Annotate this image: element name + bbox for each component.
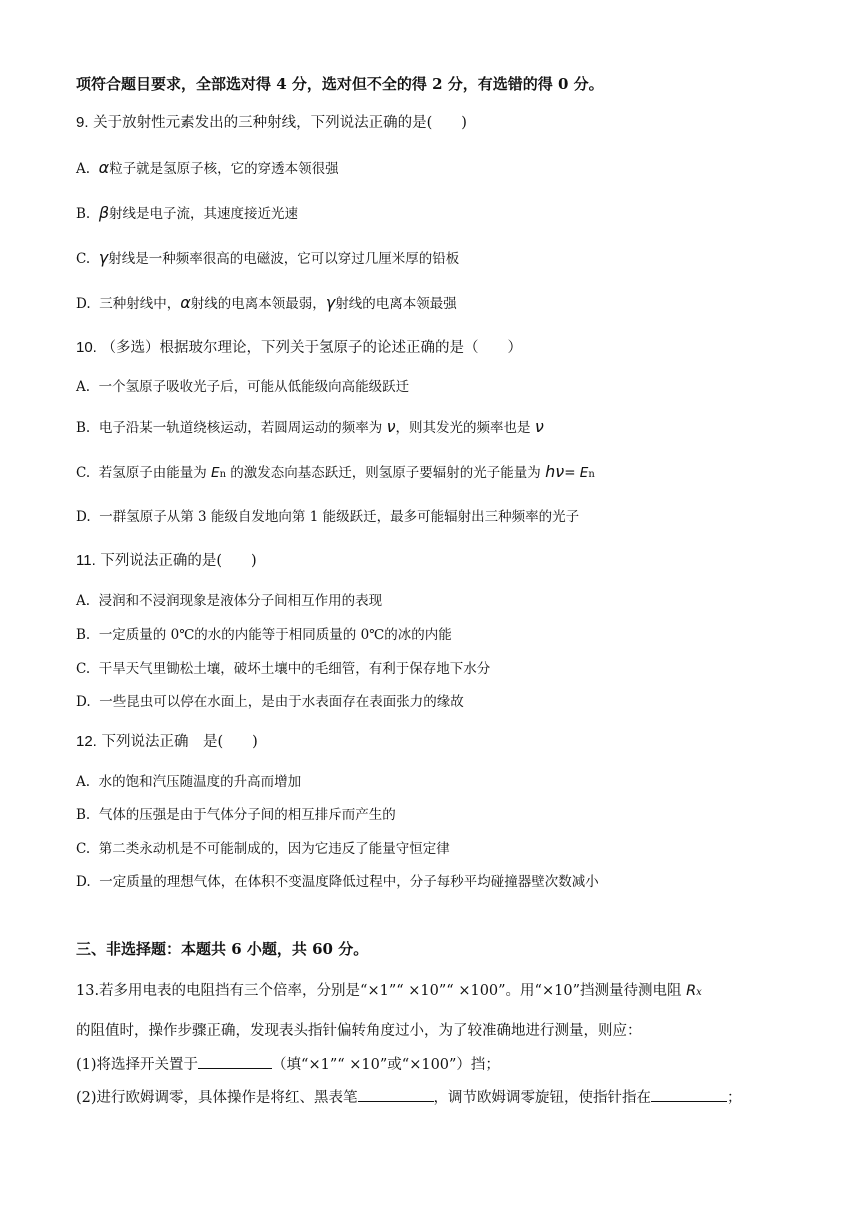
option-label: C. <box>76 465 91 481</box>
question-number: 12. <box>76 733 97 750</box>
option-text: 射线的电离本领最强 <box>335 296 457 312</box>
option-12a <box>76 772 301 792</box>
option-label: D. <box>76 509 91 525</box>
option-label: B. <box>76 807 91 823</box>
option-text: 射线是一种频率很高的电磁波，它可以穿过几厘米厚的铅板 <box>108 251 460 267</box>
option-label: A. <box>76 593 91 609</box>
option-text: 电子沿某一轨道绕核运动，若圆周运动的频率为 <box>98 420 387 436</box>
resistance-subscript: x <box>696 987 702 998</box>
option-11b <box>76 625 452 645</box>
option-label: C. <box>76 661 91 677</box>
question-stem: 13.若多用电表的电阻挡有三个倍率，分别是“×1”“ ×10”“ ×100”。用“×10”挡测量待测电阻 <box>76 983 687 999</box>
step-text: ，调节欧姆调零旋钮，使指针指在 <box>433 1090 652 1106</box>
option-label: A. <box>76 379 91 395</box>
option-9d <box>76 293 457 314</box>
option-11d <box>76 692 464 712</box>
option-label: B. <box>76 206 91 222</box>
option-11c <box>76 659 490 679</box>
equals-sign: = <box>564 465 580 481</box>
option-text: 气体的压强是由于气体分子间的相互排斥而产生的 <box>98 807 396 823</box>
option-text: 第二类永动机是不可能制成的，因为它违反了能量守恒定律 <box>98 841 450 857</box>
option-10d <box>76 507 579 527</box>
option-label: C. <box>76 841 91 857</box>
question-12 <box>76 732 258 752</box>
option-label: A. <box>76 161 91 177</box>
answer-blank[interactable] <box>358 1087 434 1102</box>
question-stem: （多选）根据玻尔理论，下列关于氢原子的论述正确的是（ ） <box>96 340 522 356</box>
option-text: 一群氢原子从第 3 能级自发地向第 1 能级跃迁，最多可能辐射出三种频率的光子 <box>99 509 580 525</box>
beta-symbol: β <box>98 203 110 222</box>
question-9 <box>76 113 467 133</box>
question-10 <box>76 338 522 358</box>
option-label: B. <box>76 627 91 643</box>
question-number: 10. <box>76 339 97 356</box>
energy-symbol: E <box>211 465 220 481</box>
option-label: A. <box>76 774 91 790</box>
option-11a <box>76 591 382 611</box>
question-11 <box>76 551 257 571</box>
section-heading: 三、非选择题：本题共 6 小题，共 60 分。 <box>76 940 369 958</box>
option-9c <box>76 248 459 269</box>
option-text: 射线的电离本领最弱， <box>190 296 326 312</box>
energy-subscript: n <box>219 469 227 480</box>
question-number: 9. <box>76 114 89 131</box>
option-12d <box>76 872 599 892</box>
question-13-step2 <box>76 1087 742 1108</box>
option-text: ，则其发光的频率也是 <box>395 420 535 436</box>
step-text: (2)进行欧姆调零，具体操作是将红、黑表笔 <box>76 1090 358 1106</box>
option-10a <box>76 377 409 397</box>
nu-symbol: ν <box>386 417 396 436</box>
option-text: 一定质量的 0℃的水的内能等于相同质量的 0℃的冰的内能 <box>98 627 452 643</box>
option-9a <box>76 158 339 179</box>
option-label: D. <box>76 874 91 890</box>
step-text: (1)将选择开关置于 <box>76 1057 199 1073</box>
instruction-text: 项符合题目要求，全部选对得 4 分，选对但不全的得 2 分，有选错的得 0 分。 <box>76 75 604 93</box>
energy-subscript: n <box>588 469 595 480</box>
option-text: 水的饱和汽压随温度的升高而增加 <box>98 774 302 790</box>
question-stem: 下列说法正确 是( ) <box>96 734 258 750</box>
gamma-symbol: γ <box>325 293 336 312</box>
option-label: D. <box>76 296 91 312</box>
option-text: 一个氢原子吸收光子后，可能从低能级向高能级跃迁 <box>98 379 410 395</box>
option-9b <box>76 203 298 224</box>
option-text: 粒子就是氢原子核，它的穿透本领很强 <box>109 161 339 177</box>
option-text: 射线是电子流，其速度接近光速 <box>109 206 299 222</box>
alpha-symbol: α <box>180 293 191 312</box>
answer-blank[interactable] <box>198 1054 272 1069</box>
answer-blank[interactable] <box>651 1087 727 1102</box>
option-10b <box>76 417 544 438</box>
question-13-line1 <box>76 981 702 1003</box>
energy-symbol: E <box>579 465 589 481</box>
question-13-line2: 的阻值时，操作步骤正确，发现表头指针偏转角度过小，为了较准确地进行测量，则应： <box>76 1023 642 1039</box>
option-label: B. <box>76 420 91 436</box>
nu-symbol: ν <box>534 417 544 436</box>
option-10c <box>76 462 595 485</box>
option-12b <box>76 805 396 825</box>
option-text: 一些昆虫可以停在水面上，是由于水表面存在表面张力的缘故 <box>99 694 464 710</box>
option-text: 浸润和不浸润现象是液体分子间相互作用的表现 <box>98 593 383 609</box>
gamma-symbol: γ <box>98 248 109 267</box>
question-13-step1 <box>76 1054 500 1075</box>
question-stem: 关于放射性元素发出的三种射线，下列说法正确的是( ) <box>88 115 467 131</box>
step-text: ； <box>727 1090 742 1106</box>
option-label: D. <box>76 694 91 710</box>
option-label: C. <box>76 251 91 267</box>
option-12c <box>76 839 450 859</box>
question-stem: 下列说法正确的是( ) <box>95 553 257 569</box>
resistance-symbol: R <box>686 983 697 999</box>
option-text: 若氢原子由能量为 <box>98 465 212 481</box>
alpha-symbol: α <box>98 158 110 177</box>
option-text: 三种射线中， <box>99 296 181 312</box>
step-text: （填“×1”“ ×10”或“×100”）挡； <box>272 1057 500 1073</box>
photon-energy-formula: hν <box>545 462 565 481</box>
option-text: 一定质量的理想气体，在体积不变温度降低过程中，分子每秒平均碰撞器壁次数减小 <box>99 874 599 890</box>
question-number: 11. <box>76 552 96 569</box>
option-text: 的激发态向基态跃迁，则氢原子要辐射的光子能量为 <box>226 465 546 481</box>
option-text: 干旱天气里锄松土壤，破坏土壤中的毛细管，有利于保存地下水分 <box>98 661 491 677</box>
